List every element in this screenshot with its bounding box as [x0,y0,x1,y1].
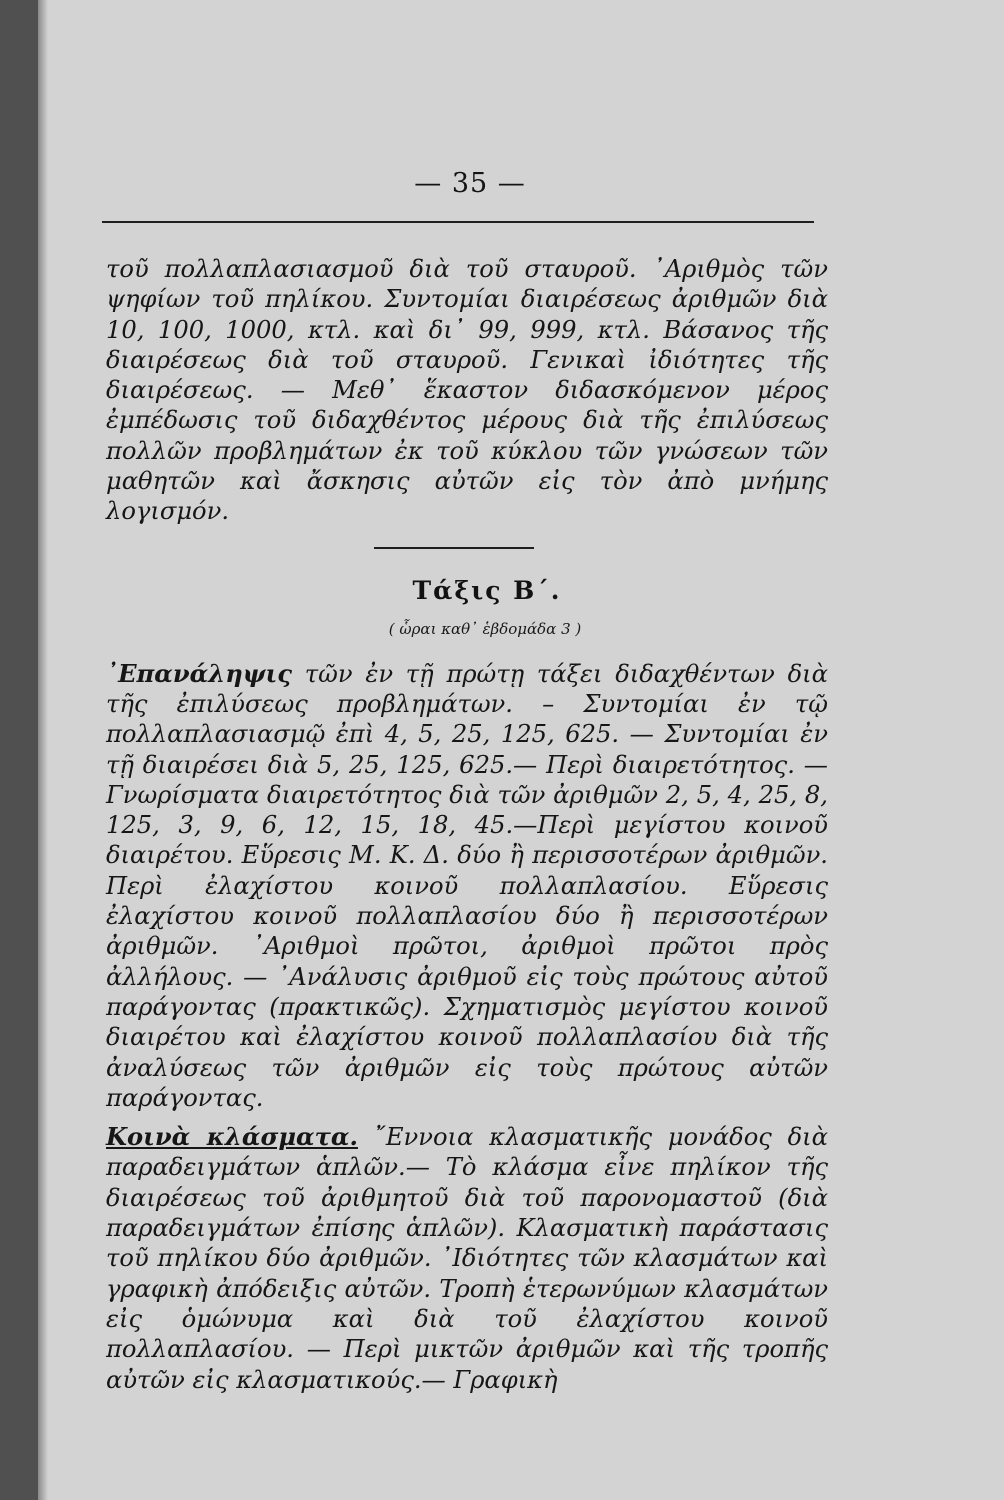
header-rule [102,221,814,223]
paragraph-lead-epanalipsis: ᾿Επανάληψις [106,658,292,688]
page-edge-shadow [38,0,48,1500]
paragraph-epanalipsis [106,659,828,1113]
section-heading: Τάξις Β΄. [412,575,562,605]
paragraph-lead-koina-klasmata: Κοινὰ κλάσματα. [106,1122,358,1152]
paragraph-intro: τοῦ πολλαπλασιασμοῦ διὰ τοῦ σταυροῦ. ᾿Αριθμὸς τῶν ψηφίων τοῦ πηλίκου. Συντομίαι διαιρέσεως ἀριθμῶν διὰ 10, 100, 1000, κτλ. καὶ δι᾿ 99, 999, κτλ. Βάσανος τῆς διαιρέσεως διὰ τοῦ σταυροῦ. Γενικαὶ ἰδιότητες τῆς διαιρέσεως. — Μεθ᾿ ἕκαστον διδασκόμενον μέρος ἐμπέδωσις τοῦ διδαχθέντος μέρους διὰ τῆς ἐπιλύσεως πολλῶν προβλημάτων ἐκ τοῦ κύκλου τῶν γνώσεων τῶν μαθητῶν καὶ ἄσκησις αὐτῶν εἰς τὸν ἀπὸ μνήμης λογισμόν. [106,255,828,526]
paragraph-body-epanalipsis: τῶν ἐν τῇ πρώτῃ τάξει διδαχθέντων διὰ τῆς ἐπιλύσεως προβλημάτων. – Συντομίαι ἐν τῷ πολλαπλασιασμῷ ἐπὶ 4, 5, 25, 125, 625. — Συντομίαι ἐν τῇ διαιρέσει διὰ 5, 25, 125, 625.— Περὶ διαιρετότητος. — Γνωρίσματα διαιρετότητος διὰ τῶν ἀριθμῶν 2, 5, 4, 25, 8, 125, 3, 9, 6, 12, 15, 18, 45.—Περὶ μεγίστου κοινοῦ διαιρέτου. Εὕρεσις Μ. Κ. Δ. δύο ἢ περισσοτέρων ἀριθμῶν. Περὶ ἐλαχίστου κοινοῦ πολλαπλασίου. Εὕρεσις ἐλαχίστου κοινοῦ πολλαπλασίου δύο ἢ περισσοτέρων ἀριθμῶν. ᾿Αριθμοὶ πρῶτοι, ἀριθμοὶ πρῶτοι πρὸς ἀλλήλους. — ᾿Ανάλυσις ἀριθμοῦ εἰς τοὺς πρώτους αὐτοῦ παράγοντας (πρακτικῶς). Σχηματισμὸς μεγίστου κοινοῦ διαιρέτου καὶ ἐλαχίστου κοινοῦ πολλαπλασίου διὰ τῆς ἀναλύσεως τῶν ἀριθμῶν εἰς τοὺς πρώτους αὐτῶν παράγοντας. [106,659,828,1112]
section-divider [374,547,534,549]
paragraph-koina-klasmata [106,1122,828,1395]
paragraph-body-koina-klasmata: ῎Εννοια κλασματικῆς μονάδος διὰ παραδειγμάτων ἁπλῶν.— Τὸ κλάσμα εἶνε πηλίκον τῆς διαιρέσεως τοῦ ἀριθμητοῦ διὰ τοῦ παρονομαστοῦ (διὰ παραδειγμάτων ἐπίσης ἁπλῶν). Κλασματικὴ παράστασις τοῦ πηλίκου δύο ἀριθμῶν. ᾿Ιδιότητες τῶν κλασμάτων καὶ γραφικὴ ἀπόδειξις αὐτῶν. Τροπὴ ἑτερωνύμων κλασμάτων εἰς ὁμώνυμα καὶ διὰ τοῦ ἐλαχίστου κοινοῦ πολλαπλασίου. — Περὶ μικτῶν ἀριθμῶν καὶ τῆς τροπῆς αὐτῶν εἰς κλασματικούς.— Γραφικὴ [106,1123,828,1394]
page-number: — 35 — [414,168,526,199]
section-subtitle: ( ὧραι καθ᾿ ἑβδομάδα 3 ) [388,619,582,638]
text-block [106,254,828,1395]
